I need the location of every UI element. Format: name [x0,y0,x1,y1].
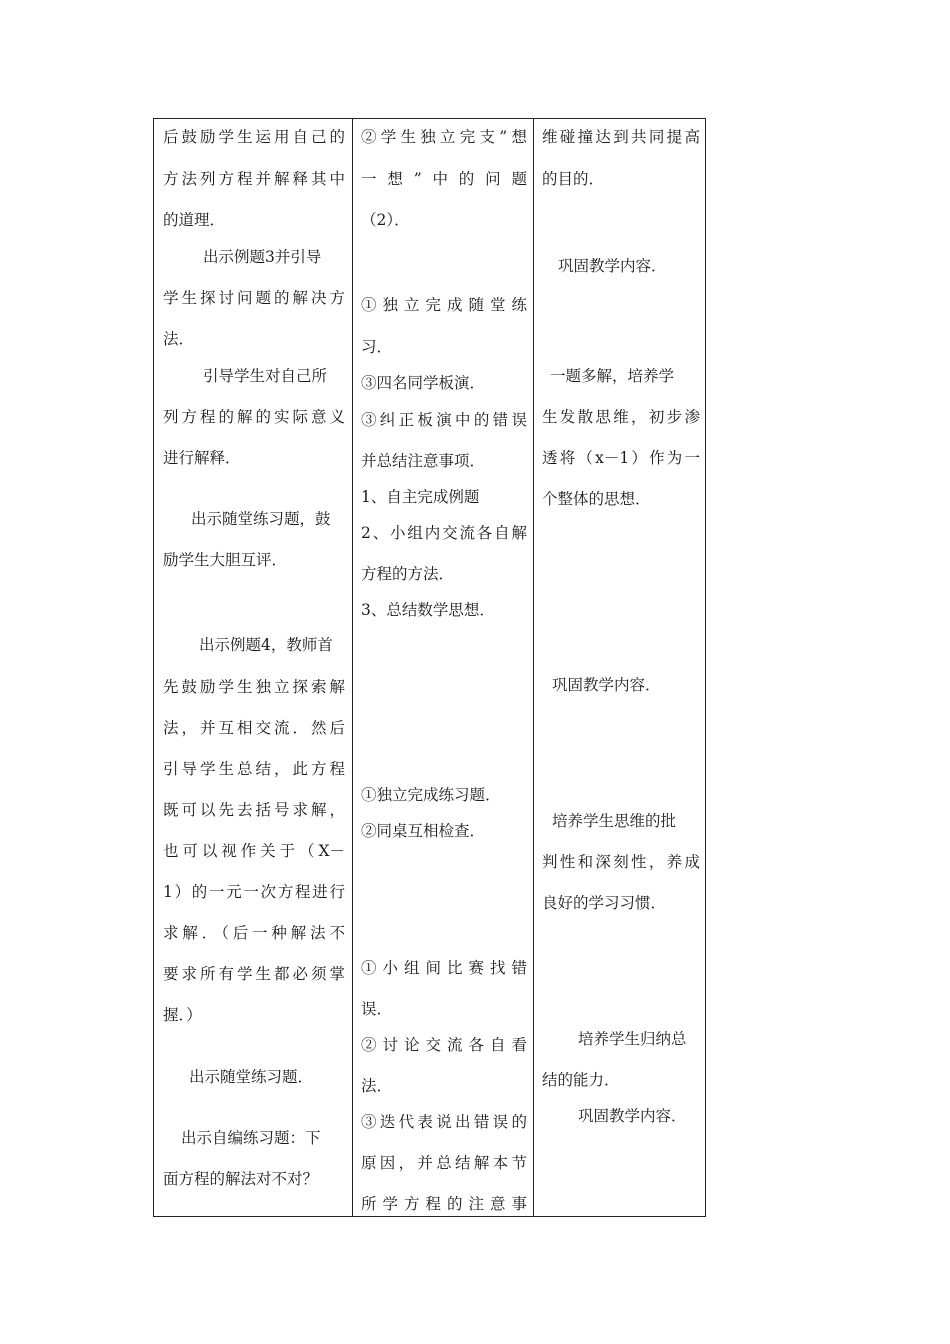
col2-line: ①独立完成练习题． [361,786,501,804]
col1-line: 先鼓励学生独立探索解 [163,678,345,696]
col2-line: ③四名同学板演． [361,374,486,392]
col3-line: 透将（x－1）作为一 [542,449,700,467]
col3-line: 巩固教学内容． [578,1107,687,1125]
col3-line: 生发散思维，初步渗 [542,408,700,426]
col2-line: 方程的方法． [361,565,455,583]
col3-line: 巩固教学内容． [552,676,661,694]
col1-line: 法，并互相交流．然后 [163,719,345,737]
col2-line: 2、小组内交流各自解 [361,524,527,542]
col1-line: 出示例题4，教师首 [199,636,333,654]
col1-line: 既可以先去括号求解， [163,801,345,819]
col1-line: 列方程的解的实际意义 [163,408,345,426]
col1-line: 出示自编练习题：下 [181,1129,321,1147]
teacher-activity-column [154,119,352,1216]
col2-line: ①独立完成随堂练 [361,296,527,314]
col2-line: （2）． [361,211,410,229]
col2-line: 法． [361,1077,393,1095]
col1-line: 要求所有学生都必须掌 [163,965,345,983]
col2-line: ②同桌互相检查． [361,822,486,840]
col2-line: 1、自主完成例题 [361,488,480,506]
col3-line: 维碰撞达到共同提高 [542,128,700,146]
col1-line: 面方程的解法对不对？ [163,1170,319,1188]
col1-line: 出示随堂练习题． [189,1068,314,1086]
col3-line: 巩固教学内容． [558,257,667,275]
col3-line: 判性和深刻性，养成 [542,853,700,871]
col2-line: 原因，并总结解本节 [361,1154,527,1172]
col2-line: ③纠正板演中的错误 [361,411,527,429]
col1-line: 学生探讨问题的解决方 [163,289,345,307]
lesson-plan-table [153,118,706,1217]
col1-line: 法． [163,330,195,348]
col2-line: 3、总结数学思想． [361,601,495,619]
col2-line: 一想”中的问题 [361,170,527,188]
col1-line: 引导学生总结，此方程 [163,760,345,778]
col1-line: 励学生大胆互评． [163,551,288,569]
student-activity-column [352,119,534,1216]
col1-line: 的道理． [163,211,226,229]
col2-line: ②学生独立完支”想 [361,128,527,146]
col1-line: 1）的一元一次方程进行 [163,883,345,901]
col3-line: 结的能力． [542,1071,620,1089]
col3-line: 一题多解，培养学 [550,367,675,385]
col1-line: 出示例题3并引导 [203,248,322,266]
col2-line: 所学方程的注意事 [361,1195,527,1213]
col1-line: 引导学生对自己所 [203,367,328,385]
col2-line: 习． [361,338,393,356]
col1-line: 出示随堂练习题，鼓 [191,510,331,528]
col2-line: ②讨论交流各自看 [361,1036,527,1054]
col2-line: ①小组间比赛找错 [361,959,527,977]
col3-line: 良好的学习习惯． [542,894,667,912]
col1-line: 进行解释． [163,449,241,467]
col2-line: ③迭代表说出错误的 [361,1113,527,1131]
col3-line: 培养学生归纳总 [578,1030,687,1048]
col3-line: 个整体的思想． [542,490,651,508]
col1-line: 也可以视作关于（X－ [163,842,345,860]
col1-line: 握．） [163,1006,202,1024]
col1-line: 后鼓励学生运用自己的 [163,128,345,146]
col2-line: 并总结注意事项． [361,452,486,470]
col3-line: 的目的． [542,170,605,188]
col3-line: 培养学生思维的批 [552,812,677,830]
design-intent-column [533,119,706,1216]
col1-line: 方法列方程并解释其中 [163,170,345,188]
col2-line: 误． [361,1000,393,1018]
col1-line: 求解．（后一种解法不 [163,924,345,942]
